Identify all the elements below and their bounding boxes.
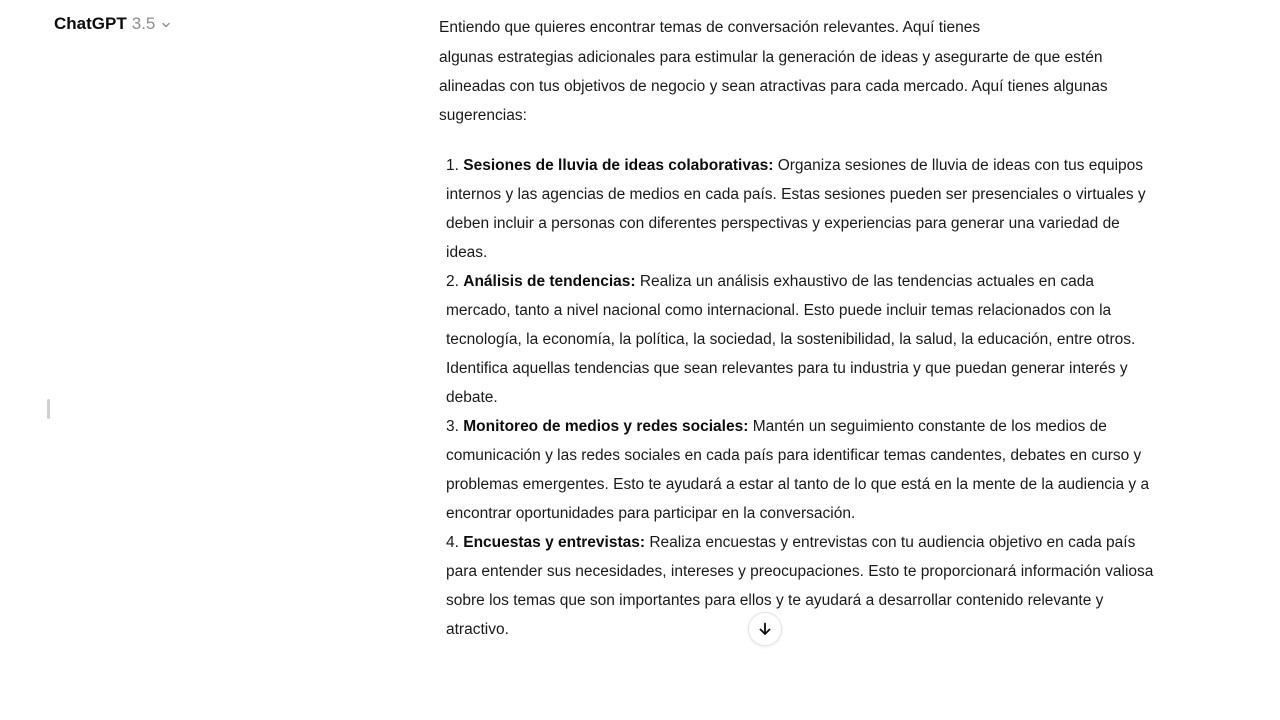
list-item-term: Monitoreo de medios y redes sociales: (463, 418, 749, 435)
list-item-number: 3. (446, 418, 459, 435)
list-item (446, 412, 1155, 528)
model-name: ChatGPT (54, 14, 127, 33)
scroll-to-bottom-button[interactable] (748, 612, 782, 646)
list-item-number: 1. (446, 157, 459, 174)
list-item (446, 151, 1155, 267)
model-selector[interactable] (54, 13, 171, 35)
list-item-text: Organiza sesiones de lluvia de ideas con tus equipos internos y las agencias de medios en cada país. Estas sesiones pueden ser presenciales o virtuales y deben incluir a personas con diferentes perspectivas y experiencias para generar una variedad de ideas. (446, 157, 1146, 261)
assistant-message (439, 19, 1155, 644)
list-item-number: 4. (446, 534, 459, 551)
list-item-text: Realiza un análisis exhaustivo de las tendencias actuales en cada mercado, tanto a nivel nacional como internacional. Esto puede incluir temas relacionados con la tecnología, la economía, la política, la sociedad, la sostenibilidad, la salud, la educación, entre otros. Identifica aquellas tendencias que sean relevantes para tu industria y que puedan generar interés y debate. (446, 273, 1136, 406)
list-item-text: Mantén un seguimiento constante de los medios de comunicación y las redes sociales en cada país para identificar temas candentes, debates en curso y problemas emergentes. Esto te ayudará a estar al tanto de lo que está en la mente de la audiencia y a encontrar oportunidades para participar en la conversación. (446, 418, 1150, 522)
list-item (446, 267, 1155, 412)
list-item-term: Análisis de tendencias: (463, 273, 636, 290)
list-item-number: 2. (446, 273, 459, 290)
list-item-text: Realiza encuestas y entrevistas con tu audiencia objetivo en cada país para entender sus necesidades, intereses y preocupaciones. Esto te proporcionará información valiosa sobre los temas que son importantes para ellos y te ayudará a desarrollar contenido relevante y atractivo. (446, 534, 1154, 638)
list-item-term: Encuestas y entrevistas: (463, 534, 646, 551)
sidebar-toggle-handle[interactable] (47, 399, 50, 419)
list-item (446, 528, 1155, 644)
list-item-term: Sesiones de lluvia de ideas colaborativas: (463, 157, 774, 174)
model-version: 3.5 (131, 14, 156, 33)
arrow-down-icon (757, 621, 773, 637)
suggestions-list (439, 151, 1155, 644)
chevron-down-icon (161, 20, 171, 30)
message-intro: algunas estrategias adicionales para estimular la generación de ideas y asegurarte de que estén alineadas con tus objetivos de negocio y sean atractivas para cada mercado. Aquí tienes algunas sugerencias: (439, 49, 1108, 124)
cut-off-text-line: Entiendo que quieres encontrar temas de conversación relevantes. Aquí tienes (439, 19, 981, 36)
